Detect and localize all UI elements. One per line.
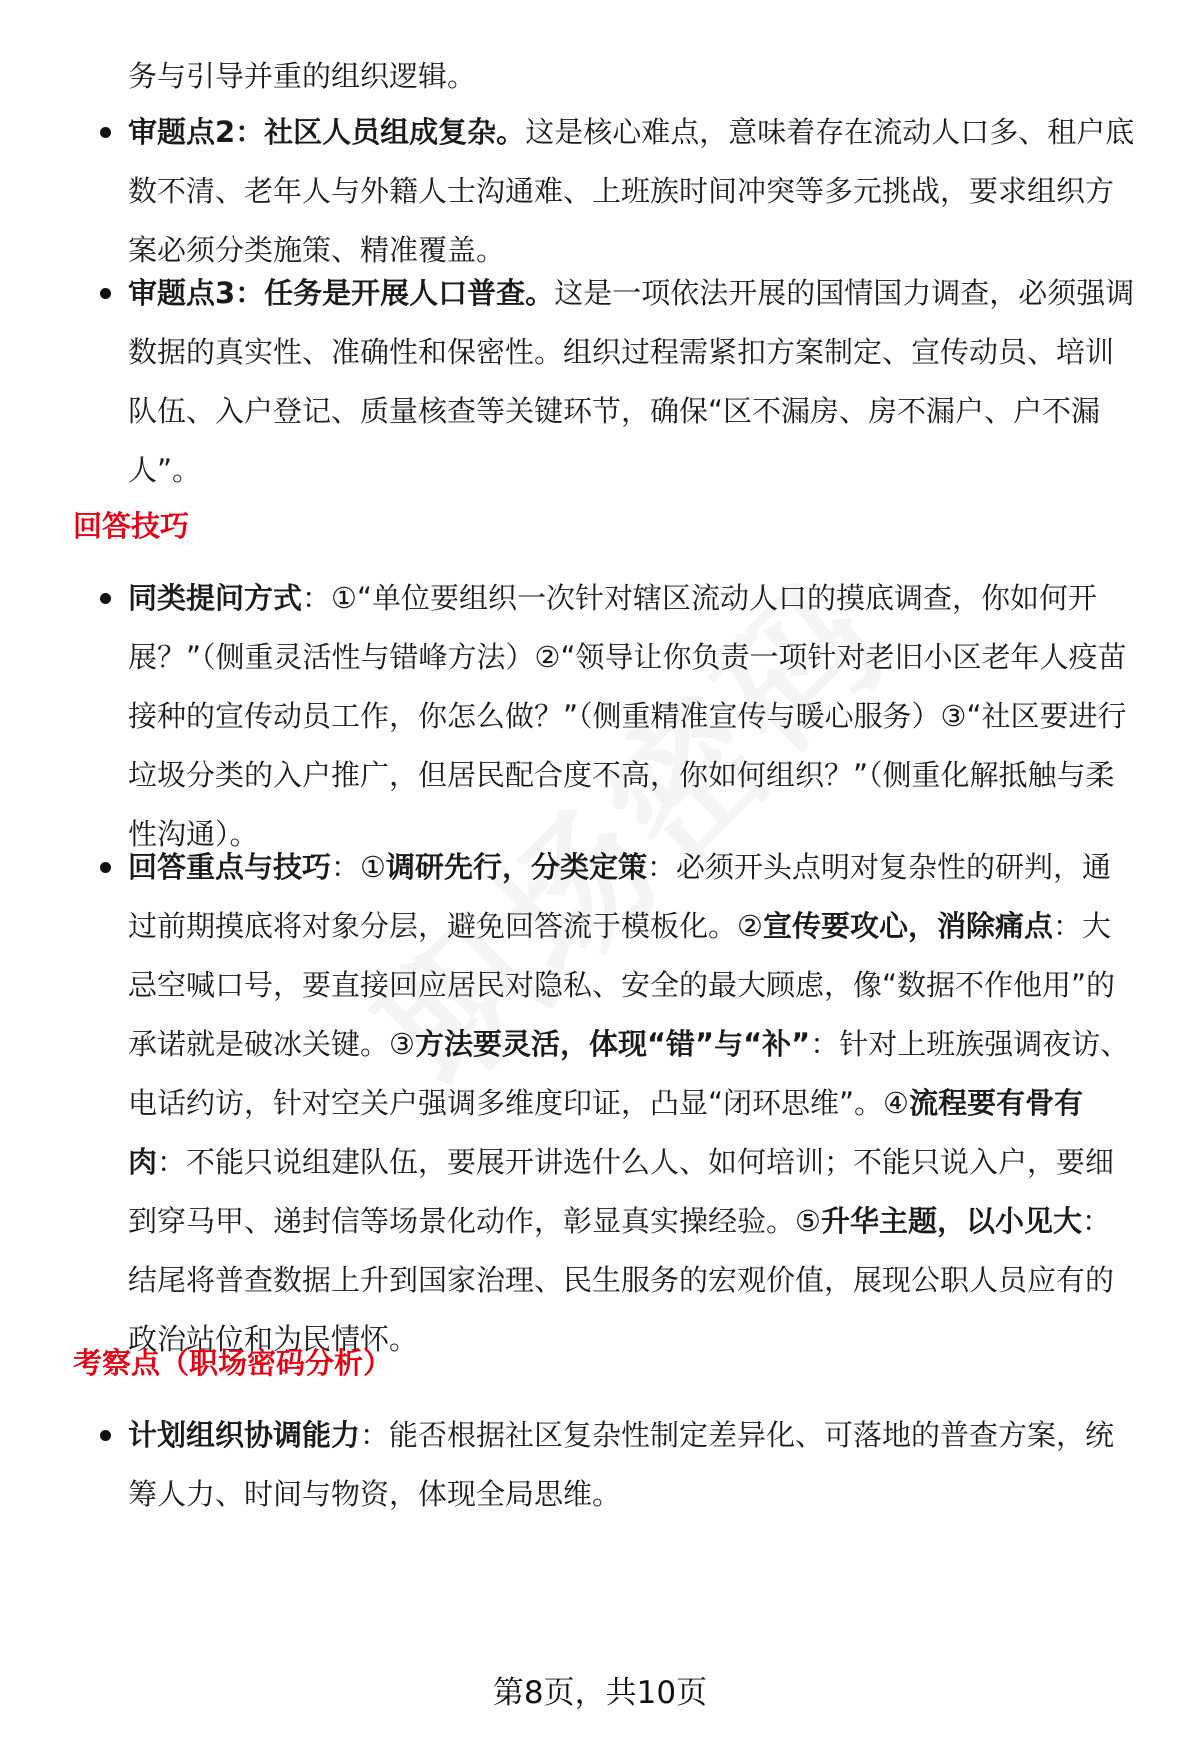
planning-ability-label: 计划组织协调能力	[128, 1418, 361, 1452]
exam-point-2-label: 审题点2：社区人员组成复杂。	[128, 115, 526, 149]
answer-key-bold-segment: 流程要有骨有肉	[128, 1086, 1084, 1179]
answer-key-segment: ：结尾将普查数据上升到国家治理、民生服务的宏观价值，展现公职人员应有的政治站位和为民情怀。	[128, 1204, 1115, 1356]
answer-key-label: 回答重点与技巧	[128, 850, 332, 884]
answer-key-segment: ：必须开头点明对复杂性的研判，通过前期摸底将对象分层，避免回答流于模板化。②	[128, 850, 1112, 943]
answer-key-bold-segment: 升华主题，以小见大	[821, 1204, 1083, 1238]
bullet-dot-icon	[100, 288, 111, 299]
exam-point-2-text: 这是核心难点，意味着存在流动人口多、租户底数不清、老年人与外籍人士沟通难、上班族时间冲突等多元挑战，要求组织方案必须分类施策、精准覆盖。	[128, 115, 1135, 267]
answer-key-bold-segment: 宣传要攻心，消除痛点	[763, 909, 1054, 943]
bullet-dot-icon	[100, 127, 111, 138]
answer-key-segment: ：针对上班族强调夜访、电话约访，针对空关户强调多维度印证，凸显“闭环思维”。④	[128, 1027, 1130, 1120]
exam-point-3-label: 审题点3：任务是开展人口普查。	[128, 276, 555, 310]
exam-point-2	[128, 103, 1138, 280]
bullet-dot-icon	[100, 593, 111, 604]
section-title-answer-tips: 回答技巧	[73, 509, 190, 543]
planning-ability-text: ：能否根据社区复杂性制定差异化、可落地的普查方案，统筹人力、时间与物资，体现全局思维。	[128, 1418, 1115, 1511]
exam-point-3-text: 这是一项依法开展的国情国力调查，必须强调数据的真实性、准确性和保密性。组织过程需紧扣方案制定、宣传动员、培训队伍、入户登记、质量核查等关键环节，确保“区不漏房、房不漏户、户不漏人”。	[128, 276, 1135, 487]
section-title-exam-points: 考察点（职场密码分析）	[73, 1346, 393, 1380]
answer-key-bold-segment: 方法要灵活，体现“错”与“补”	[415, 1027, 811, 1061]
answer-key-segment: ：不能只说组建队伍，要展开讲选什么人、如何培训；不能只说入户，要细到穿马甲、递封信等场景化动作，彰显真实操经验。⑤	[128, 1145, 1115, 1238]
page-number-footer: 第8页，共10页	[492, 1675, 708, 1711]
similar-question-text: ：①“单位要组织一次针对辖区流动人口的摸底调查，你如何开展？”（侧重灵活性与错峰方法）②“领导让你负责一项针对老旧小区老年人疫苗接种的宣传动员工作，你怎么做？”（侧重精准宣传与暖心服务）③“社区要进行垃圾分类的入户推广，但居民配合度不高，你如何组织？”（侧重化解抵触与柔性沟通）。	[128, 581, 1127, 851]
answer-key-bold-segment: 调研先行，分类定策	[386, 850, 648, 884]
intro-tail-paragraph: 务与引导并重的组织逻辑。	[128, 59, 477, 93]
bullet-dot-icon	[100, 862, 111, 873]
planning-ability-item	[128, 1406, 1138, 1524]
similar-question-item	[128, 569, 1138, 864]
bullet-dot-icon	[100, 1430, 111, 1441]
exam-point-3	[128, 264, 1138, 500]
answer-key-segment: ：①	[331, 850, 387, 884]
answer-key-segment: ：大忌空喊口号，要直接回应居民对隐私、安全的最大顾虑，像“数据不作他用”的承诺就是破冰关键。③	[128, 909, 1116, 1061]
similar-question-label: 同类提问方式	[128, 581, 303, 615]
answer-key-item	[128, 838, 1138, 1369]
